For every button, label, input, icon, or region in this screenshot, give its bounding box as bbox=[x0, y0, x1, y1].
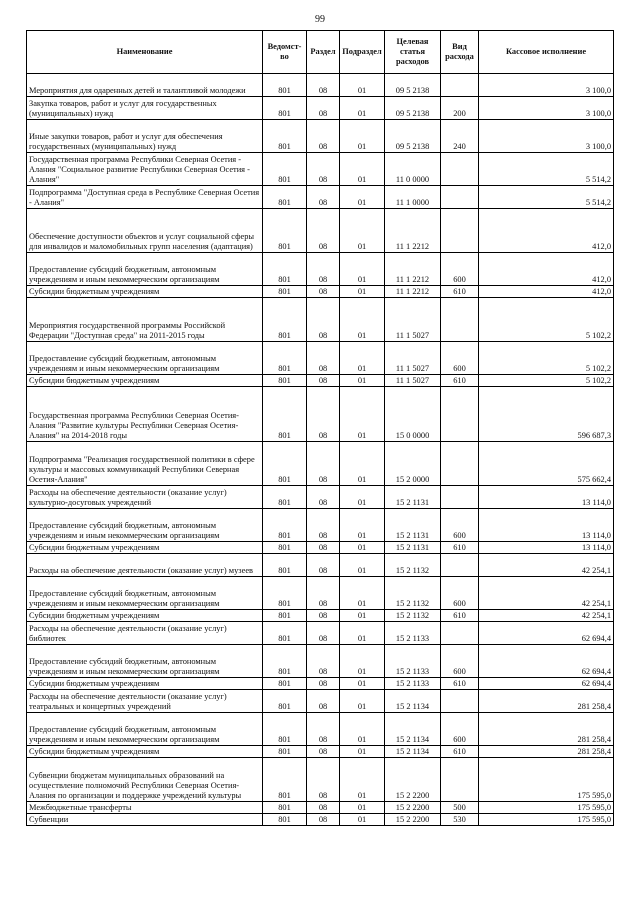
table-cell-subsection: 01 bbox=[340, 690, 385, 713]
table-cell-name: Обеспечение доступности объектов и услуг социальной сферы для инвалидов и маломобильных групп населения (адаптация) bbox=[27, 209, 263, 253]
table-cell-subsection: 01 bbox=[340, 286, 385, 298]
table-row bbox=[27, 690, 614, 713]
table-cell-subsection: 01 bbox=[340, 577, 385, 610]
table-row bbox=[27, 120, 614, 153]
table-row bbox=[27, 486, 614, 509]
table-cell-subsection: 01 bbox=[340, 442, 385, 486]
table-cell-section: 08 bbox=[307, 342, 340, 375]
table-cell-target-item: 11 1 2212 bbox=[385, 209, 441, 253]
table-cell-expense-type bbox=[441, 486, 479, 509]
table-cell-amount: 175 595,0 bbox=[479, 758, 614, 802]
table-cell-target-item: 15 2 1133 bbox=[385, 622, 441, 645]
table-cell-amount: 62 694,4 bbox=[479, 645, 614, 678]
table-cell-amount: 42 254,1 bbox=[479, 554, 614, 577]
table-row bbox=[27, 253, 614, 286]
table-cell-name: Предоставление субсидий бюджетным, автономным учреждениям и иным некоммерческим организациям bbox=[27, 253, 263, 286]
table-cell-target-item: 15 2 1131 bbox=[385, 509, 441, 542]
table-cell-subsection: 01 bbox=[340, 610, 385, 622]
table-cell-expense-type bbox=[441, 758, 479, 802]
table-cell-subsection: 01 bbox=[340, 342, 385, 375]
table-cell-amount: 3 100,0 bbox=[479, 97, 614, 120]
table-cell-expense-type: 610 bbox=[441, 375, 479, 387]
table-cell-name: Субсидии бюджетным учреждениям bbox=[27, 375, 263, 387]
table-cell-expense-type: 600 bbox=[441, 713, 479, 746]
table-cell-department: 801 bbox=[263, 153, 307, 186]
table-cell-name: Государственная программа Республики Северная Осетия - Алания "Социальное развитие Республики Северная Осетия - Алания" bbox=[27, 153, 263, 186]
table-cell-target-item: 11 1 2212 bbox=[385, 253, 441, 286]
table-cell-department: 801 bbox=[263, 645, 307, 678]
table-cell-subsection: 01 bbox=[340, 746, 385, 758]
table-row bbox=[27, 387, 614, 442]
table-cell-department: 801 bbox=[263, 209, 307, 253]
table-cell-section: 08 bbox=[307, 74, 340, 97]
table-cell-amount: 62 694,4 bbox=[479, 678, 614, 690]
budget-table bbox=[26, 30, 614, 826]
table-cell-amount: 42 254,1 bbox=[479, 577, 614, 610]
table-cell-subsection: 01 bbox=[340, 253, 385, 286]
table-cell-section: 08 bbox=[307, 186, 340, 209]
table-row bbox=[27, 758, 614, 802]
table-cell-expense-type: 610 bbox=[441, 678, 479, 690]
table-cell-name: Предоставление субсидий бюджетным, автономным учреждениям и иным некоммерческим организациям bbox=[27, 713, 263, 746]
table-cell-name: Субсидии бюджетным учреждениям bbox=[27, 542, 263, 554]
table-cell-section: 08 bbox=[307, 758, 340, 802]
table-cell-name: Предоставление субсидий бюджетным, автономным учреждениям и иным некоммерческим организациям bbox=[27, 342, 263, 375]
table-cell-amount: 13 114,0 bbox=[479, 542, 614, 554]
table-cell-expense-type bbox=[441, 554, 479, 577]
table-cell-department: 801 bbox=[263, 74, 307, 97]
table-cell-expense-type bbox=[441, 442, 479, 486]
table-row bbox=[27, 186, 614, 209]
table-row bbox=[27, 375, 614, 387]
table-row bbox=[27, 645, 614, 678]
header-department: Ведомст-во bbox=[263, 31, 307, 74]
table-cell-section: 08 bbox=[307, 713, 340, 746]
table-cell-amount: 42 254,1 bbox=[479, 610, 614, 622]
table-cell-section: 08 bbox=[307, 209, 340, 253]
table-cell-subsection: 01 bbox=[340, 186, 385, 209]
table-cell-subsection: 01 bbox=[340, 74, 385, 97]
table-cell-name: Предоставление субсидий бюджетным, автономным учреждениям и иным некоммерческим организациям bbox=[27, 509, 263, 542]
table-cell-subsection: 01 bbox=[340, 542, 385, 554]
table-cell-target-item: 15 2 1131 bbox=[385, 542, 441, 554]
table-cell-section: 08 bbox=[307, 814, 340, 826]
table-cell-subsection: 01 bbox=[340, 97, 385, 120]
table-cell-target-item: 15 2 1132 bbox=[385, 554, 441, 577]
table-cell-expense-type: 610 bbox=[441, 610, 479, 622]
table-cell-name: Субвенции бюджетам муниципальных образований на осуществление полномочий Республики Северная Осетия-Алания по организации и поддержке учреждений культуры bbox=[27, 758, 263, 802]
table-cell-amount: 412,0 bbox=[479, 253, 614, 286]
table-cell-department: 801 bbox=[263, 286, 307, 298]
table-cell-section: 08 bbox=[307, 375, 340, 387]
table-cell-amount: 412,0 bbox=[479, 286, 614, 298]
table-cell-subsection: 01 bbox=[340, 120, 385, 153]
table-cell-target-item: 15 2 2200 bbox=[385, 802, 441, 814]
table-cell-subsection: 01 bbox=[340, 387, 385, 442]
table-cell-expense-type: 600 bbox=[441, 509, 479, 542]
table-cell-department: 801 bbox=[263, 690, 307, 713]
table-row bbox=[27, 678, 614, 690]
table-cell-expense-type bbox=[441, 209, 479, 253]
table-cell-department: 801 bbox=[263, 542, 307, 554]
table-cell-expense-type: 240 bbox=[441, 120, 479, 153]
table-cell-subsection: 01 bbox=[340, 153, 385, 186]
table-cell-expense-type bbox=[441, 186, 479, 209]
table-row bbox=[27, 286, 614, 298]
table-cell-department: 801 bbox=[263, 577, 307, 610]
table-cell-department: 801 bbox=[263, 746, 307, 758]
table-cell-department: 801 bbox=[263, 387, 307, 442]
table-cell-expense-type: 610 bbox=[441, 746, 479, 758]
table-cell-expense-type: 500 bbox=[441, 802, 479, 814]
table-cell-target-item: 15 2 1133 bbox=[385, 645, 441, 678]
header-expense-type: Вид расхода bbox=[441, 31, 479, 74]
table-cell-target-item: 09 5 2138 bbox=[385, 74, 441, 97]
table-row bbox=[27, 713, 614, 746]
table-cell-name: Субсидии бюджетным учреждениям bbox=[27, 746, 263, 758]
table-cell-department: 801 bbox=[263, 298, 307, 342]
table-cell-department: 801 bbox=[263, 342, 307, 375]
table-row bbox=[27, 577, 614, 610]
table-cell-target-item: 15 2 1134 bbox=[385, 746, 441, 758]
table-cell-target-item: 11 1 2212 bbox=[385, 286, 441, 298]
table-cell-subsection: 01 bbox=[340, 622, 385, 645]
table-cell-expense-type: 200 bbox=[441, 97, 479, 120]
table-cell-department: 801 bbox=[263, 486, 307, 509]
table-cell-amount: 575 662,4 bbox=[479, 442, 614, 486]
table-cell-section: 08 bbox=[307, 153, 340, 186]
table-cell-department: 801 bbox=[263, 802, 307, 814]
table-cell-subsection: 01 bbox=[340, 814, 385, 826]
table-row bbox=[27, 802, 614, 814]
table-cell-department: 801 bbox=[263, 97, 307, 120]
table-cell-target-item: 15 2 1134 bbox=[385, 713, 441, 746]
table-row bbox=[27, 542, 614, 554]
table-row bbox=[27, 814, 614, 826]
table-cell-expense-type: 610 bbox=[441, 286, 479, 298]
table-row bbox=[27, 74, 614, 97]
table-cell-amount: 5 514,2 bbox=[479, 186, 614, 209]
table-cell-name: Государственная программа Республики Северная Осетия-Алания "Развитие культуры Республики Северная Осетия-Алания" на 2014-2018 годы bbox=[27, 387, 263, 442]
table-cell-department: 801 bbox=[263, 610, 307, 622]
table-cell-amount: 62 694,4 bbox=[479, 622, 614, 645]
table-cell-department: 801 bbox=[263, 713, 307, 746]
table-row bbox=[27, 746, 614, 758]
table-cell-name: Предоставление субсидий бюджетным, автономным учреждениям и иным некоммерческим организациям bbox=[27, 577, 263, 610]
table-row bbox=[27, 610, 614, 622]
header-subsection: Подраздел bbox=[340, 31, 385, 74]
table-cell-department: 801 bbox=[263, 253, 307, 286]
table-cell-section: 08 bbox=[307, 387, 340, 442]
table-cell-subsection: 01 bbox=[340, 509, 385, 542]
table-cell-department: 801 bbox=[263, 814, 307, 826]
table-cell-section: 08 bbox=[307, 802, 340, 814]
table-cell-subsection: 01 bbox=[340, 554, 385, 577]
header-row bbox=[27, 31, 614, 74]
table-cell-target-item: 11 1 5027 bbox=[385, 375, 441, 387]
table-row bbox=[27, 442, 614, 486]
table-cell-name: Подпрограмма "Реализация государственной политики в сфере культуры и массовых коммуникаций Республики Северная Осетия-Алания" bbox=[27, 442, 263, 486]
table-cell-department: 801 bbox=[263, 186, 307, 209]
table-cell-amount: 281 258,4 bbox=[479, 713, 614, 746]
table-cell-expense-type bbox=[441, 622, 479, 645]
table-cell-name: Субсидии бюджетным учреждениям bbox=[27, 678, 263, 690]
table-cell-section: 08 bbox=[307, 554, 340, 577]
table-cell-subsection: 01 bbox=[340, 375, 385, 387]
table-row bbox=[27, 554, 614, 577]
table-cell-expense-type: 600 bbox=[441, 342, 479, 375]
table-cell-name: Закупка товаров, работ и услуг для государственных (муниципальных) нужд bbox=[27, 97, 263, 120]
table-cell-expense-type bbox=[441, 153, 479, 186]
table-cell-target-item: 15 2 1134 bbox=[385, 690, 441, 713]
table-cell-target-item: 15 0 0000 bbox=[385, 387, 441, 442]
table-cell-amount: 281 258,4 bbox=[479, 690, 614, 713]
table-cell-section: 08 bbox=[307, 678, 340, 690]
table-row bbox=[27, 153, 614, 186]
table-cell-section: 08 bbox=[307, 97, 340, 120]
table-row bbox=[27, 209, 614, 253]
table-cell-amount: 13 114,0 bbox=[479, 509, 614, 542]
table-row bbox=[27, 622, 614, 645]
table-cell-name: Расходы на обеспечение деятельности (оказание услуг) культурно-досуговых учреждений bbox=[27, 486, 263, 509]
table-cell-amount: 5 102,2 bbox=[479, 375, 614, 387]
table-cell-section: 08 bbox=[307, 542, 340, 554]
table-cell-subsection: 01 bbox=[340, 802, 385, 814]
table-row bbox=[27, 97, 614, 120]
table-cell-department: 801 bbox=[263, 622, 307, 645]
table-cell-name: Межбюджетные трансферты bbox=[27, 802, 263, 814]
table-cell-section: 08 bbox=[307, 577, 340, 610]
table-cell-target-item: 15 2 1132 bbox=[385, 610, 441, 622]
table-cell-section: 08 bbox=[307, 486, 340, 509]
table-cell-expense-type bbox=[441, 298, 479, 342]
table-cell-target-item: 09 5 2138 bbox=[385, 97, 441, 120]
table-cell-name: Субсидии бюджетным учреждениям bbox=[27, 286, 263, 298]
table-cell-amount: 13 114,0 bbox=[479, 486, 614, 509]
table-cell-expense-type bbox=[441, 74, 479, 97]
table-cell-expense-type: 600 bbox=[441, 645, 479, 678]
table-cell-subsection: 01 bbox=[340, 298, 385, 342]
table-cell-section: 08 bbox=[307, 509, 340, 542]
table-cell-section: 08 bbox=[307, 690, 340, 713]
header-name: Наименование bbox=[27, 31, 263, 74]
table-cell-name: Расходы на обеспечение деятельности (оказание услуг) музеев bbox=[27, 554, 263, 577]
table-cell-department: 801 bbox=[263, 509, 307, 542]
table-cell-target-item: 11 0 0000 bbox=[385, 153, 441, 186]
table-cell-amount: 5 514,2 bbox=[479, 153, 614, 186]
table-row bbox=[27, 298, 614, 342]
table-cell-target-item: 15 2 2200 bbox=[385, 758, 441, 802]
table-cell-expense-type: 600 bbox=[441, 577, 479, 610]
table-cell-section: 08 bbox=[307, 298, 340, 342]
table-cell-department: 801 bbox=[263, 375, 307, 387]
table-cell-name: Субсидии бюджетным учреждениям bbox=[27, 610, 263, 622]
table-cell-amount: 175 595,0 bbox=[479, 814, 614, 826]
table-cell-expense-type bbox=[441, 690, 479, 713]
table-cell-name: Подпрограмма "Доступная среда в Республике Северная Осетия - Алания" bbox=[27, 186, 263, 209]
table-row bbox=[27, 342, 614, 375]
table-cell-name: Расходы на обеспечение деятельности (оказание услуг) театральных и концертных учреждений bbox=[27, 690, 263, 713]
table-cell-department: 801 bbox=[263, 442, 307, 486]
table-cell-amount: 5 102,2 bbox=[479, 298, 614, 342]
table-cell-section: 08 bbox=[307, 622, 340, 645]
table-cell-target-item: 11 1 5027 bbox=[385, 298, 441, 342]
table-cell-subsection: 01 bbox=[340, 678, 385, 690]
table-cell-target-item: 09 5 2138 bbox=[385, 120, 441, 153]
table-cell-name: Субвенции bbox=[27, 814, 263, 826]
header-cash-execution: Кассовое исполнение bbox=[479, 31, 614, 74]
table-cell-target-item: 15 2 2200 bbox=[385, 814, 441, 826]
table-cell-expense-type bbox=[441, 387, 479, 442]
table-cell-section: 08 bbox=[307, 286, 340, 298]
table-cell-amount: 5 102,2 bbox=[479, 342, 614, 375]
table-cell-name: Иные закупки товаров, работ и услуг для обеспечения государственных (муниципальных) нужд bbox=[27, 120, 263, 153]
table-cell-name: Предоставление субсидий бюджетным, автономным учреждениям и иным некоммерческим организациям bbox=[27, 645, 263, 678]
table-cell-amount: 596 687,3 bbox=[479, 387, 614, 442]
table-cell-subsection: 01 bbox=[340, 645, 385, 678]
header-target-item: Целевая статья расходов bbox=[385, 31, 441, 74]
table-cell-section: 08 bbox=[307, 442, 340, 486]
table-cell-amount: 175 595,0 bbox=[479, 802, 614, 814]
page-number: 99 bbox=[315, 14, 325, 25]
table-cell-department: 801 bbox=[263, 758, 307, 802]
table-cell-expense-type: 610 bbox=[441, 542, 479, 554]
table-cell-name: Расходы на обеспечение деятельности (оказание услуг) библиотек bbox=[27, 622, 263, 645]
table-cell-section: 08 bbox=[307, 645, 340, 678]
table-cell-target-item: 11 1 0000 bbox=[385, 186, 441, 209]
table-cell-name: Мероприятия для одаренных детей и талантливой молодежи bbox=[27, 74, 263, 97]
table-cell-department: 801 bbox=[263, 678, 307, 690]
table-cell-target-item: 15 2 1132 bbox=[385, 577, 441, 610]
table-cell-target-item: 11 1 5027 bbox=[385, 342, 441, 375]
table-cell-amount: 281 258,4 bbox=[479, 746, 614, 758]
table-cell-name: Мероприятия государственной программы Российской Федерации "Доступная среда" на 2011-2015 годы bbox=[27, 298, 263, 342]
table-row bbox=[27, 509, 614, 542]
table-cell-expense-type: 530 bbox=[441, 814, 479, 826]
table-cell-section: 08 bbox=[307, 120, 340, 153]
table-cell-section: 08 bbox=[307, 253, 340, 286]
header-section: Раздел bbox=[307, 31, 340, 74]
table-cell-subsection: 01 bbox=[340, 209, 385, 253]
table-cell-department: 801 bbox=[263, 554, 307, 577]
table-cell-amount: 3 100,0 bbox=[479, 120, 614, 153]
table-cell-amount: 3 100,0 bbox=[479, 74, 614, 97]
table-cell-subsection: 01 bbox=[340, 713, 385, 746]
table-cell-section: 08 bbox=[307, 610, 340, 622]
table-cell-amount: 412,0 bbox=[479, 209, 614, 253]
table-cell-target-item: 15 2 0000 bbox=[385, 442, 441, 486]
table-cell-subsection: 01 bbox=[340, 758, 385, 802]
table-cell-expense-type: 600 bbox=[441, 253, 479, 286]
table-cell-subsection: 01 bbox=[340, 486, 385, 509]
table-cell-department: 801 bbox=[263, 120, 307, 153]
table-cell-target-item: 15 2 1133 bbox=[385, 678, 441, 690]
table-cell-target-item: 15 2 1131 bbox=[385, 486, 441, 509]
table-cell-section: 08 bbox=[307, 746, 340, 758]
